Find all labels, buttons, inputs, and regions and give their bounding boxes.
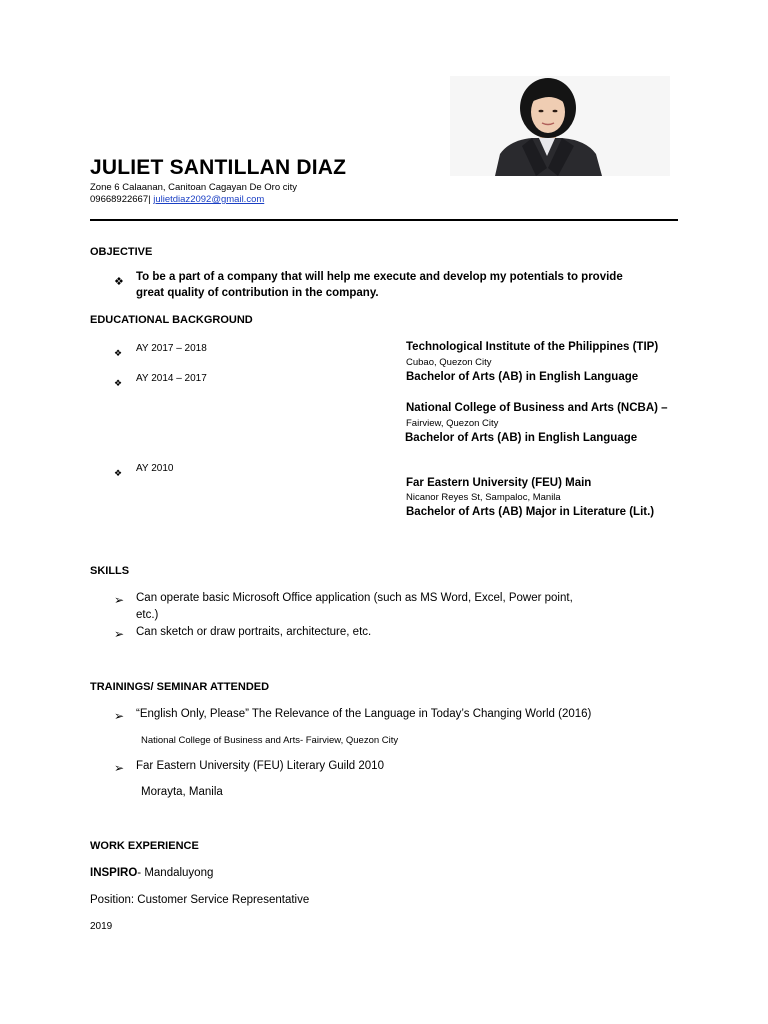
edu-year-3: AY 2010 <box>136 463 174 474</box>
objective-line-2: great quality of contribution in the company. <box>136 287 379 299</box>
training-1: “English Only, Please” The Relevance of the Language in Today’s Changing World (2016) <box>136 708 592 720</box>
edu-year-1: AY 2017 – 2018 <box>136 343 207 354</box>
skill-1-line-2: etc.) <box>136 609 159 621</box>
training-2-location: Morayta, Manila <box>141 786 223 798</box>
diamond-bullet-icon: ❖ <box>114 378 123 388</box>
degree-3: Bachelor of Arts (AB) Major in Literature (Lit.) <box>406 506 655 518</box>
degree-2: Bachelor of Arts (AB) in English Language <box>405 432 638 444</box>
contact-line <box>90 194 264 205</box>
company-name: INSPIRO <box>90 867 138 879</box>
work-position: Position: Customer Service Representative <box>90 894 310 906</box>
profile-photo <box>450 76 670 176</box>
trainings-heading: TRAININGS/ SEMINAR ATTENDED <box>90 681 270 693</box>
school-name-1: Technological Institute of the Philippines (TIP) <box>406 341 659 353</box>
edu-year-2: AY 2014 – 2017 <box>136 373 207 384</box>
school-location-3: Nicanor Reyes St, Sampaloc, Manila <box>406 492 561 503</box>
school-location-1: Cubao, Quezon City <box>406 357 492 368</box>
candidate-name: JULIET SANTILLAN DIAZ <box>90 156 347 179</box>
phone-number: 09668922667| <box>90 194 151 205</box>
diamond-bullet-icon: ❖ <box>114 468 123 478</box>
arrow-bullet-icon: ➢ <box>114 761 125 775</box>
company-location: - Mandaluyong <box>137 867 214 879</box>
school-name-3: Far Eastern University (FEU) Main <box>406 477 592 489</box>
skill-2: Can sketch or draw portraits, architecture, etc. <box>136 626 372 638</box>
email-link[interactable]: julietdiaz2092@gmail.com <box>153 194 265 205</box>
header-divider <box>90 219 678 221</box>
objective-heading: OBJECTIVE <box>90 246 153 258</box>
arrow-bullet-icon: ➢ <box>114 593 125 607</box>
work-heading: WORK EXPERIENCE <box>90 840 199 852</box>
skills-heading: SKILLS <box>90 565 130 577</box>
school-name-2: National College of Business and Arts (NCBA) – <box>406 402 668 414</box>
school-location-2: Fairview, Quezon City <box>406 418 499 429</box>
training-1-location: National College of Business and Arts- Fairview, Quezon City <box>141 735 399 746</box>
objective-line-1: To be a part of a company that will help me execute and develop my potentials to provide <box>136 271 623 283</box>
degree-1: Bachelor of Arts (AB) in English Language <box>406 371 639 383</box>
portrait-image <box>450 76 670 176</box>
arrow-bullet-icon: ➢ <box>114 709 125 723</box>
arrow-bullet-icon: ➢ <box>114 627 125 641</box>
address-text: Zone 6 Calaanan, Canitoan Cagayan De Oro city <box>90 182 298 193</box>
education-heading: EDUCATIONAL BACKGROUND <box>90 314 253 326</box>
work-year: 2019 <box>90 921 113 932</box>
training-2: Far Eastern University (FEU) Literary Guild 2010 <box>136 760 384 772</box>
objective-bullet-icon: ❖ <box>114 276 124 288</box>
skill-1-line-1: Can operate basic Microsoft Office application (such as MS Word, Excel, Power point, <box>136 592 573 604</box>
diamond-bullet-icon: ❖ <box>114 348 123 358</box>
work-company <box>90 867 213 879</box>
